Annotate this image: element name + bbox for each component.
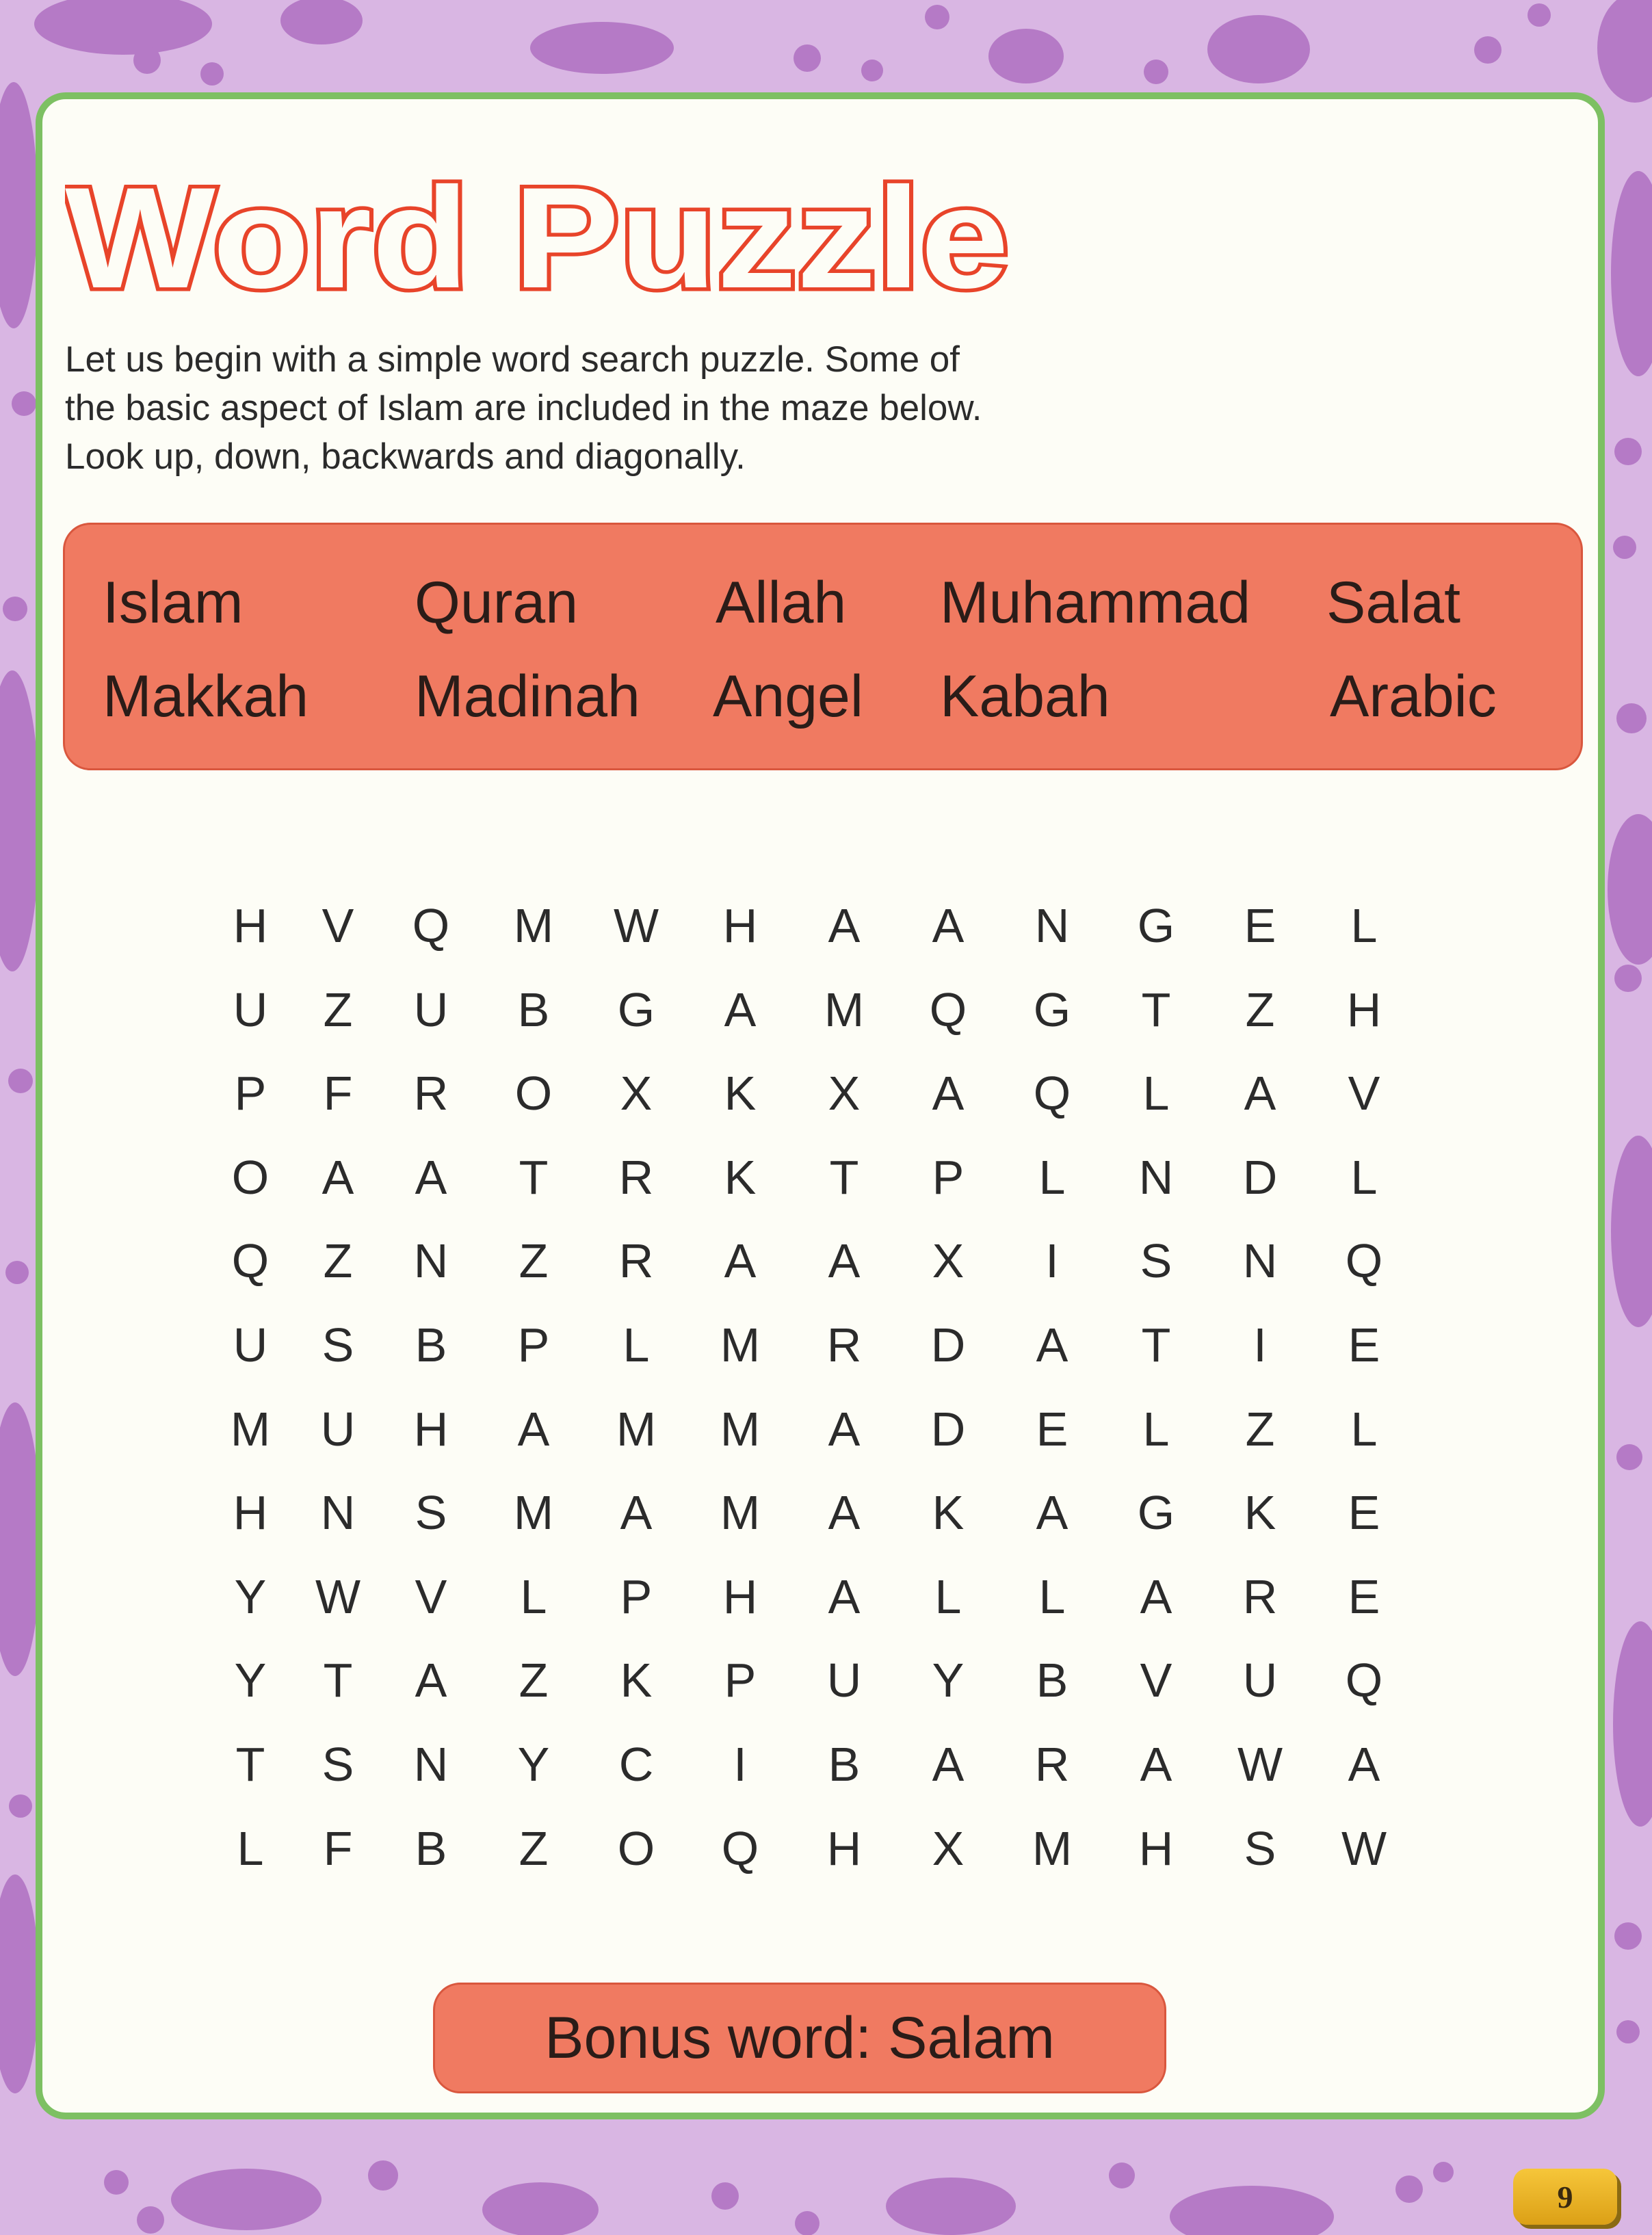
grid-letter: K: [724, 1067, 757, 1121]
word-list-item: Angel: [713, 664, 863, 729]
bonus-label: Bonus word:: [545, 2004, 872, 2071]
grid-letter: A: [724, 982, 757, 1036]
grid-letter: B: [415, 1821, 447, 1875]
word-list-item: Makkah: [103, 664, 309, 729]
grid-letter: Z: [519, 1234, 549, 1288]
grid-letter: L: [622, 1318, 650, 1372]
grid-letter: M: [720, 1486, 761, 1540]
grid-letter: A: [322, 1150, 354, 1204]
grid-letter: G: [1033, 982, 1071, 1036]
word-list-box: [63, 523, 1583, 770]
grid-letter: E: [1348, 1318, 1380, 1372]
grid-letter: K: [932, 1486, 965, 1540]
grid-letter: U: [826, 1654, 862, 1708]
grid-letter: U: [233, 1318, 268, 1372]
grid-letter: R: [1242, 1569, 1278, 1623]
grid-letter: Z: [519, 1654, 549, 1708]
grid-letter: K: [724, 1150, 757, 1204]
bonus-word-text: Salam: [888, 2004, 1055, 2071]
grid-letter: A: [828, 1402, 861, 1456]
grid-letter: L: [1142, 1402, 1170, 1456]
grid-letter: L: [237, 1821, 264, 1875]
grid-letter: A: [828, 1234, 861, 1288]
grid-letter: F: [323, 1821, 353, 1875]
grid-letter: N: [1034, 899, 1070, 952]
grid-letter: O: [617, 1821, 655, 1875]
word-list-item: Islam: [103, 570, 244, 636]
grid-letter: R: [618, 1150, 654, 1204]
word-list-item: Allah: [716, 570, 847, 636]
page-number-badge: [1513, 2169, 1617, 2225]
grid-letter: B: [415, 1318, 447, 1372]
grid-letter: A: [1036, 1318, 1068, 1372]
word-list-item: Kabah: [940, 664, 1110, 729]
intro-paragraph: [65, 335, 1146, 481]
grid-letter: D: [1242, 1150, 1278, 1204]
grid-letter: W: [613, 899, 659, 952]
grid-letter: W: [1341, 1821, 1387, 1875]
grid-letter: S: [322, 1318, 354, 1372]
grid-letter: C: [618, 1738, 654, 1791]
grid-letter: A: [932, 1738, 965, 1791]
grid-letter: Q: [929, 982, 967, 1036]
grid-letter: O: [231, 1150, 270, 1204]
grid-letter: T: [519, 1150, 549, 1204]
grid-letter: G: [1137, 899, 1175, 952]
grid-letter: M: [720, 1402, 761, 1456]
grid-letter: Q: [1033, 1067, 1071, 1121]
grid-letter: Y: [517, 1738, 550, 1791]
grid-letter: A: [1244, 1067, 1276, 1121]
grid-letter: R: [618, 1234, 654, 1288]
word-list-item: Madinah: [415, 664, 640, 729]
page-title: [65, 151, 1023, 315]
word-list-item: Salat: [1326, 570, 1461, 636]
grid-letter: H: [413, 1402, 449, 1456]
grid-letter: A: [1140, 1569, 1172, 1623]
grid-letter: L: [1142, 1067, 1170, 1121]
grid-letter: M: [824, 982, 865, 1036]
grid-letter: N: [320, 1486, 356, 1540]
grid-letter: O: [514, 1067, 553, 1121]
grid-letter: L: [1038, 1569, 1066, 1623]
grid-letter: V: [1348, 1067, 1380, 1121]
grid-letter: R: [826, 1318, 862, 1372]
grid-letter: W: [1237, 1738, 1283, 1791]
grid-letter: Q: [1345, 1654, 1383, 1708]
grid-letter: D: [930, 1318, 966, 1372]
grid-letter: L: [1350, 1150, 1378, 1204]
intro-line: the basic aspect of Islam are included in the maze below.: [65, 388, 982, 428]
grid-letter: M: [1032, 1821, 1073, 1875]
grid-letter: P: [234, 1067, 267, 1121]
grid-letter: Z: [323, 982, 353, 1036]
grid-letter: E: [1244, 899, 1276, 952]
grid-letter: Y: [932, 1654, 965, 1708]
grid-letter: H: [233, 899, 268, 952]
grid-letter: U: [1242, 1654, 1278, 1708]
grid-letter: E: [1348, 1486, 1380, 1540]
grid-letter: S: [1140, 1234, 1172, 1288]
grid-letter: Z: [1245, 982, 1275, 1036]
grid-letter: A: [932, 899, 965, 952]
grid-letter: T: [829, 1150, 859, 1204]
grid-letter: Z: [519, 1821, 549, 1875]
grid-letter: L: [1350, 899, 1378, 952]
grid-letter: A: [1348, 1738, 1380, 1791]
grid-letter: H: [722, 1569, 758, 1623]
grid-letter: F: [323, 1067, 353, 1121]
grid-letter: P: [517, 1318, 550, 1372]
grid-letter: L: [934, 1569, 962, 1623]
grid-letter: P: [724, 1654, 757, 1708]
grid-letter: Q: [1345, 1234, 1383, 1288]
grid-letter: X: [932, 1234, 965, 1288]
grid-letter: M: [720, 1318, 761, 1372]
grid-letter: A: [932, 1067, 965, 1121]
grid-letter: S: [1244, 1821, 1276, 1875]
grid-letter: A: [620, 1486, 653, 1540]
grid-letter: Z: [1245, 1402, 1275, 1456]
bonus-word-box: [433, 1983, 1166, 2093]
grid-letter: A: [415, 1150, 447, 1204]
grid-letter: P: [932, 1150, 965, 1204]
grid-letter: U: [233, 982, 268, 1036]
grid-letter: T: [1141, 982, 1171, 1036]
grid-letter: T: [235, 1738, 265, 1791]
grid-letter: H: [1346, 982, 1382, 1036]
intro-line: Let us begin with a simple word search puzzle. Some of: [65, 339, 960, 380]
grid-letter: R: [413, 1067, 449, 1121]
bonus-word: [871, 2004, 1055, 2072]
grid-letter: B: [517, 982, 550, 1036]
grid-letter: N: [413, 1738, 449, 1791]
grid-letter: V: [322, 899, 354, 952]
grid-letter: H: [826, 1821, 862, 1875]
grid-letter: Z: [323, 1234, 353, 1288]
grid-letter: T: [323, 1654, 353, 1708]
grid-letter: A: [415, 1654, 447, 1708]
grid-letter: P: [620, 1569, 653, 1623]
grid-letter: U: [413, 982, 449, 1036]
grid-letter: K: [620, 1654, 653, 1708]
grid-letter: B: [828, 1738, 861, 1791]
grid-letter: A: [1036, 1486, 1068, 1540]
grid-letter: B: [1036, 1654, 1068, 1708]
grid-letter: Q: [231, 1234, 270, 1288]
grid-letter: M: [513, 1486, 554, 1540]
grid-letter: W: [315, 1569, 361, 1623]
grid-letter: V: [415, 1569, 447, 1623]
intro-line: Look up, down, backwards and diagonally.: [65, 436, 746, 477]
grid-letter: U: [320, 1402, 356, 1456]
grid-letter: N: [1138, 1150, 1174, 1204]
grid-letter: G: [1137, 1486, 1175, 1540]
grid-letter: X: [828, 1067, 861, 1121]
grid-letter: V: [1140, 1654, 1172, 1708]
grid-letter: A: [517, 1402, 550, 1456]
word-list-item: Quran: [415, 570, 579, 636]
grid-letter: H: [722, 899, 758, 952]
grid-letter: I: [1253, 1318, 1267, 1372]
grid-letter: Y: [234, 1654, 267, 1708]
grid-letter: A: [828, 899, 861, 952]
grid-letter: I: [733, 1738, 747, 1791]
grid-letter: M: [616, 1402, 657, 1456]
page-number: 9: [1557, 2179, 1573, 2214]
grid-letter: A: [1140, 1738, 1172, 1791]
grid-letter: I: [1045, 1234, 1059, 1288]
word-list-item: Arabic: [1330, 664, 1497, 729]
grid-letter: L: [1038, 1150, 1066, 1204]
grid-letter: H: [233, 1486, 268, 1540]
grid-letter: Q: [721, 1821, 759, 1875]
grid-letter: A: [724, 1234, 757, 1288]
grid-letter: E: [1036, 1402, 1068, 1456]
grid-letter: X: [932, 1821, 965, 1875]
grid-letter: G: [617, 982, 655, 1036]
grid-letter: N: [413, 1234, 449, 1288]
word-list-item: Muhammad: [940, 570, 1251, 636]
grid-letter: Y: [234, 1569, 267, 1623]
grid-letter: M: [513, 899, 554, 952]
svg-text:Word Puzzle: Word Puzzle: [65, 157, 1009, 315]
grid-letter: T: [1141, 1318, 1171, 1372]
grid-letter: H: [1138, 1821, 1174, 1875]
grid-letter: S: [322, 1738, 354, 1791]
grid-letter: R: [1034, 1738, 1070, 1791]
grid-letter: E: [1348, 1569, 1380, 1623]
grid-letter: M: [230, 1402, 271, 1456]
grid-letter: D: [930, 1402, 966, 1456]
grid-letter: L: [1350, 1402, 1378, 1456]
grid-letter: L: [520, 1569, 547, 1623]
grid-letter: A: [828, 1486, 861, 1540]
grid-letter: S: [415, 1486, 447, 1540]
grid-letter: K: [1244, 1486, 1276, 1540]
grid-letter: N: [1242, 1234, 1278, 1288]
grid-letter: X: [620, 1067, 653, 1121]
grid-letter: A: [828, 1569, 861, 1623]
grid-letter: Q: [412, 899, 450, 952]
